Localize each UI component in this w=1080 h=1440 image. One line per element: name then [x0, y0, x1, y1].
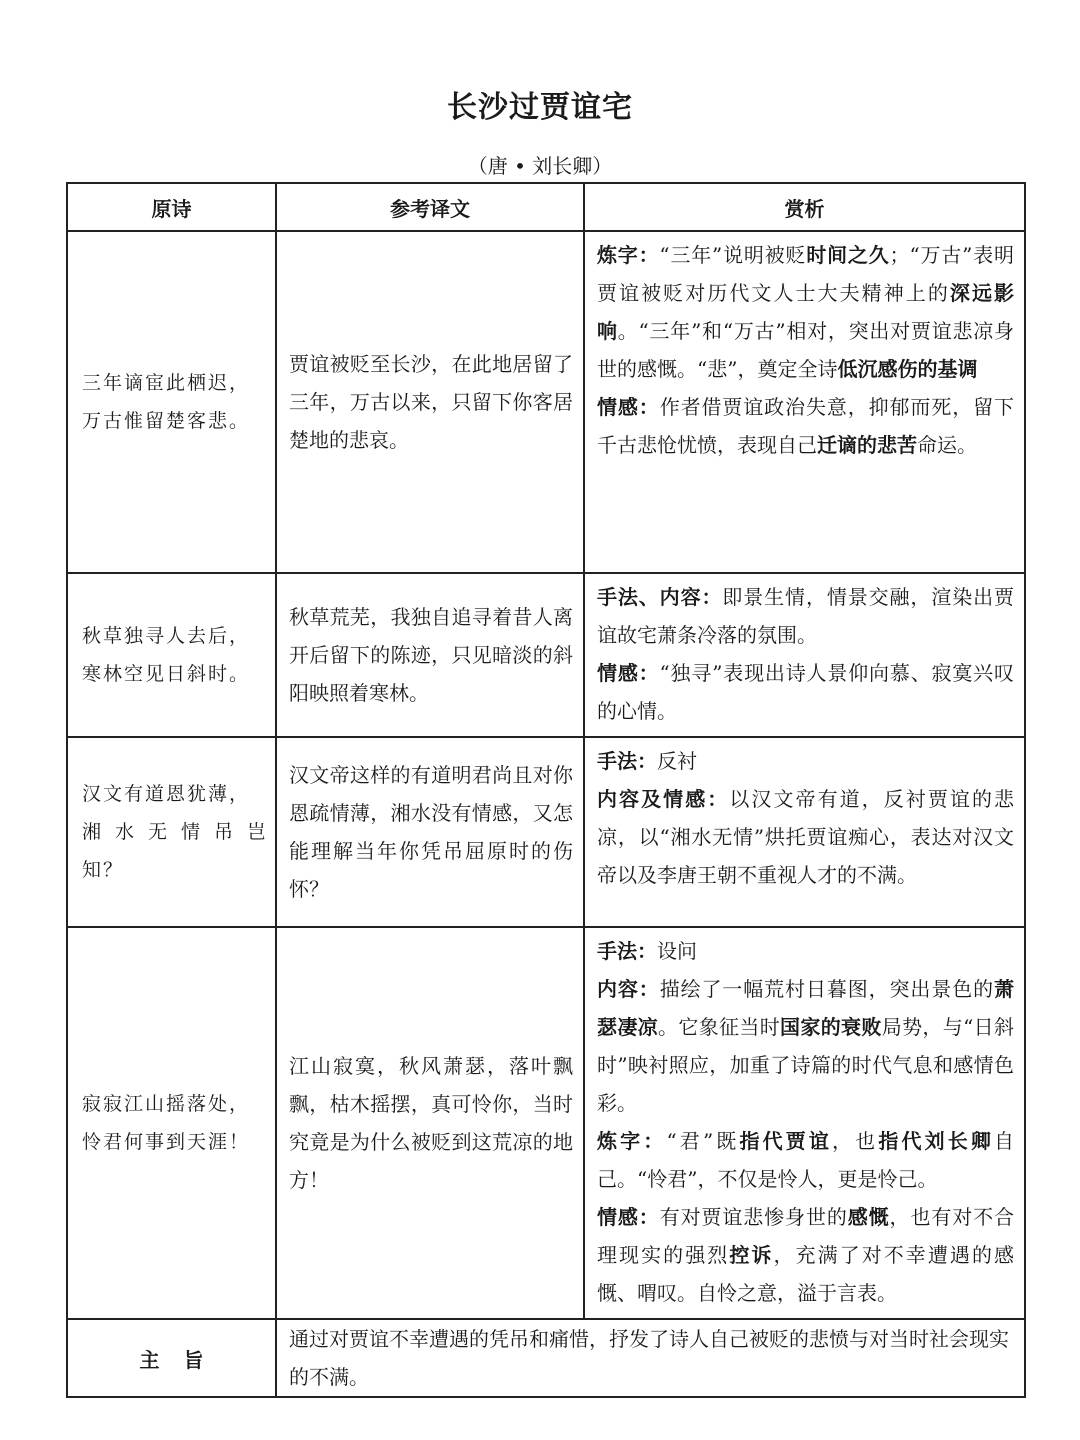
analysis-text: 命运。 [917, 433, 977, 457]
analysis-text: “君”既 [666, 1129, 740, 1153]
poem-line: 寒林空见日斜时。 [82, 663, 251, 685]
translation-cell: 秋草荒芜，我独自追寻着昔人离开后留下的陈迹，只见暗淡的斜阳映照着寒林。 [276, 573, 584, 737]
poem-line: 知？ [82, 859, 125, 881]
analysis-text: ，充满了对不幸遭遇的感慨、喟叹。自怜之意，溢于言表。 [597, 1243, 1015, 1305]
analysis-keyword: 指代刘长卿 [878, 1129, 995, 1153]
analysis-label: 炼字： [597, 1129, 667, 1153]
analysis-label: 情感： [597, 395, 660, 419]
analysis-label: 手法： [597, 939, 657, 963]
analysis-text: “三年”说明被贬 [659, 243, 807, 267]
analysis-cell [584, 927, 1025, 1319]
analysis-keyword: 深远影响 [597, 281, 1015, 343]
analysis-keyword: 国家的衰败 [780, 1015, 882, 1039]
analysis-text: 以汉文帝有道，反衬贾谊的悲凉，以“湘水无情”烘托贾谊痴心，表达对汉文帝以及李唐王朝不重视人才的不满。 [597, 787, 1015, 887]
analysis-paragraph [597, 742, 1014, 780]
analysis-keyword: 感慨 [847, 1205, 890, 1229]
analysis-text: ，也有对不合理现实的强烈 [597, 1205, 1015, 1267]
original-cell [67, 573, 276, 737]
analysis-cell [584, 573, 1025, 737]
analysis-keyword: 低沉感伤的基调 [837, 357, 978, 381]
analysis-label: 情感： [597, 661, 660, 685]
analysis-label: 炼字： [597, 243, 660, 267]
theme-label: 主旨 [67, 1319, 276, 1397]
poem-line: 湘水无情吊岂 [82, 821, 281, 843]
analysis-keyword: 控诉 [729, 1243, 774, 1267]
analysis-label: 内容及情感： [597, 787, 730, 811]
translation-cell: 江山寂寞，秋风萧瑟，落叶飘飘，枯木摇摆，真可怜你，当时究竟是为什么被贬到这荒凉的地方！ [276, 927, 584, 1319]
theme-row [67, 1319, 1025, 1397]
table-row [67, 927, 1025, 1319]
analysis-text: 有对贾谊悲惨身世的 [659, 1205, 848, 1229]
analysis-paragraph [597, 780, 1014, 894]
page-title: 长沙过贾谊宅 [447, 90, 633, 125]
analysis-text: 。“三年”和“万古”相对，突出对贾谊悲凉身世的感慨。“悲”，奠定全诗 [597, 319, 1015, 381]
poem-analysis-table [66, 182, 1026, 1398]
header-translation: 参考译文 [276, 183, 584, 231]
analysis-text: 设问 [657, 939, 697, 963]
analysis-paragraph [597, 970, 1014, 1122]
poem-line: 汉文有道恩犹薄， [82, 783, 251, 805]
analysis-paragraph [597, 654, 1014, 730]
analysis-paragraph [597, 388, 1014, 464]
table-row [67, 737, 1025, 927]
poem-line: 秋草独寻人去后， [82, 625, 251, 647]
original-cell [67, 231, 276, 573]
analysis-paragraph [597, 1198, 1014, 1312]
table-row [67, 573, 1025, 737]
analysis-paragraph [597, 1122, 1014, 1198]
header-row [67, 183, 1025, 231]
author-line: （唐 • 刘长卿） [467, 154, 613, 178]
analysis-text: ；“万古”表明贾谊被贬对历代文人士大夫精神上的 [597, 243, 1015, 305]
analysis-keyword: 指代贾谊 [739, 1129, 833, 1153]
analysis-label: 内容： [597, 977, 660, 1001]
header-analysis: 赏析 [584, 183, 1025, 231]
header-original: 原诗 [67, 183, 276, 231]
translation-cell: 汉文帝这样的有道明君尚且对你恩疏情薄，湘水没有情感，又怎能理解当年你凭吊屈原时的伤怀？ [276, 737, 584, 927]
analysis-cell [584, 231, 1025, 573]
analysis-label: 手法、内容： [597, 585, 723, 609]
analysis-text: 即景生情，情景交融，渲染出贾谊故宅萧条冷落的氛围。 [597, 585, 1015, 647]
analysis-text: 反衬 [657, 749, 697, 773]
analysis-text: 描绘了一幅荒村日暮图，突出景色的 [659, 977, 995, 1001]
analysis-keyword: 迁谪的悲苦 [817, 433, 917, 457]
poem-line: 怜君何事到天涯！ [82, 1131, 251, 1153]
analysis-text: 。它象征当时 [658, 1015, 781, 1039]
poem-line: 三年谪宦此栖迟， [82, 372, 251, 394]
analysis-paragraph [597, 932, 1014, 970]
analysis-keyword: 时间之久 [806, 243, 890, 267]
analysis-text: 作者借贾谊政治失意，抑郁而死，留下千古悲怆忧愤，表现自己 [597, 395, 1015, 457]
analysis-cell [584, 737, 1025, 927]
table-row [67, 231, 1025, 573]
analysis-paragraph [597, 578, 1014, 654]
analysis-keyword: 萧瑟凄凉 [597, 977, 1015, 1039]
analysis-text: ，也 [832, 1129, 879, 1153]
poem-line: 寂寂江山摇落处， [82, 1093, 251, 1115]
analysis-label: 手法： [597, 749, 657, 773]
theme-text: 通过对贾谊不幸遭遇的凭吊和痛惜，抒发了诗人自己被贬的悲愤与对当时社会现实的不满。 [276, 1319, 1025, 1397]
analysis-text: 局势，与“日斜时”映衬照应，加重了诗篇的时代气息和感情色彩。 [597, 1015, 1015, 1115]
analysis-text: 自己。“怜君”，不仅是怜人，更是怜己。 [597, 1129, 1015, 1191]
analysis-text: “独寻”表现出诗人景仰向慕、寂寞兴叹的心情。 [597, 661, 1014, 723]
poem-line: 万古惟留楚客悲。 [82, 410, 251, 432]
original-cell [67, 927, 276, 1319]
analysis-paragraph [597, 236, 1014, 388]
analysis-label: 情感： [597, 1205, 660, 1229]
original-cell [67, 737, 281, 927]
translation-cell: 贾谊被贬至长沙，在此地居留了三年，万古以来，只留下你客居楚地的悲哀。 [276, 231, 584, 573]
